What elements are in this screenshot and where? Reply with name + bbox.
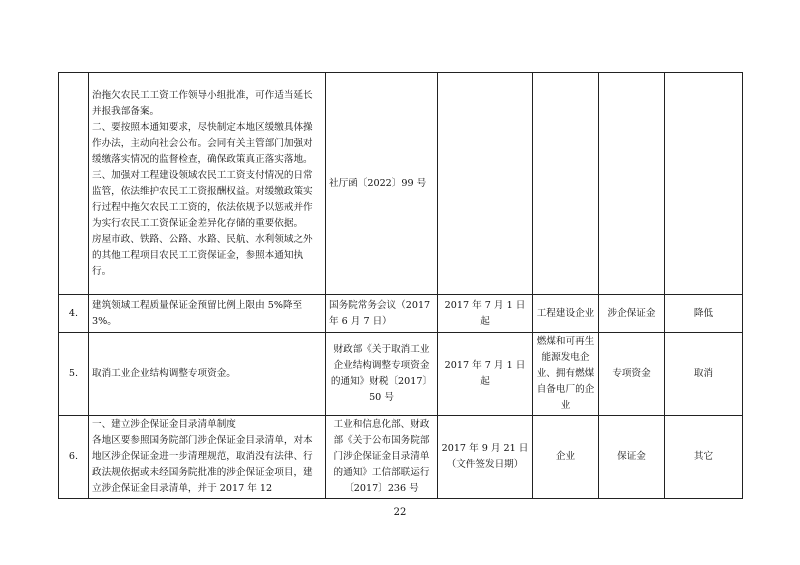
row-content bbox=[89, 416, 326, 499]
content-paragraph: 二、要按照本通知要求，尽快制定本地区缓缴具体操作办法，主动向社会公布。会同有关主管部门加强对缓缴落实情况的监督检查，确保政策真正落实落地。 bbox=[92, 121, 313, 165]
row-number: 5. bbox=[59, 333, 89, 416]
content-paragraph: 三、加强对工程建设领域农民工工资支付情况的日常监管，依法维护农民工工资报酬权益。对缓缴政策实行过程中拖欠农民工工资的，依法依规予以惩戒并作为实行农民工工资保证金差异化存储的重要依据。 bbox=[92, 169, 313, 229]
content-paragraph: 治拖欠农民工工资工作领导小组批准，可作适当延长并报我部备案。 bbox=[92, 89, 313, 117]
row-source: 社厅函〔2022〕99 号 bbox=[326, 73, 438, 295]
row-type: 降低 bbox=[665, 295, 743, 333]
row-number: 4. bbox=[59, 295, 89, 333]
row-category: 涉企保证金 bbox=[599, 295, 665, 333]
row-content bbox=[89, 295, 326, 333]
row-category bbox=[599, 73, 665, 295]
row-type: 其它 bbox=[665, 416, 743, 499]
policy-table bbox=[58, 72, 743, 499]
row-target bbox=[533, 73, 599, 295]
row-category: 保证金 bbox=[599, 416, 665, 499]
row-date: 2017 年 9 月 21 日（文件签发日期） bbox=[438, 416, 533, 499]
row-number: 6. bbox=[59, 416, 89, 499]
table-row bbox=[59, 416, 743, 499]
page-number: 22 bbox=[393, 507, 407, 518]
row-type: 取消 bbox=[665, 333, 743, 416]
row-date bbox=[438, 73, 533, 295]
table-row bbox=[59, 73, 743, 295]
row-source: 国务院常务会议（2017 年 6 月 7 日） bbox=[326, 295, 438, 333]
row-number bbox=[59, 73, 89, 295]
content-paragraph: 取消工业企业结构调整专项资金。 bbox=[92, 368, 236, 379]
row-content bbox=[89, 73, 326, 295]
row-content bbox=[89, 333, 326, 416]
content-paragraph: 一、建立涉企保证金目录清单制度 bbox=[92, 419, 236, 430]
content-paragraph: 各地区要参照国务院部门涉企保证金目录清单，对本地区涉企保证金进一步清理规范，取消没有法律、行政法规依据或未经国务院批准的涉企保证金项目，建立涉企保证金目录清单，并于 2017 年 12 bbox=[92, 435, 313, 494]
table-row bbox=[59, 333, 743, 416]
row-target: 工程建设企业 bbox=[533, 295, 599, 333]
row-type bbox=[665, 73, 743, 295]
table-row bbox=[59, 295, 743, 333]
row-source: 工业和信息化部、财政部《关于公布国务院部门涉企保证金目录清单的通知》工信部联运行〔2017〕236 号 bbox=[326, 416, 438, 499]
content-paragraph: 房屋市政、铁路、公路、水路、民航、水利领域之外的其他工程项目农民工工资保证金，参照本通知执行。 bbox=[92, 233, 313, 277]
row-target: 企业 bbox=[533, 416, 599, 499]
row-source: 财政部《关于取消工业企业结构调整专项资金的通知》财税〔2017〕50 号 bbox=[326, 333, 438, 416]
row-date: 2017 年 7 月 1 日起 bbox=[438, 333, 533, 416]
row-date: 2017 年 7 月 1 日起 bbox=[438, 295, 533, 333]
row-target: 燃煤和可再生能源发电企业、拥有燃煤自备电厂的企业 bbox=[533, 333, 599, 416]
row-category: 专项资金 bbox=[599, 333, 665, 416]
content-paragraph: 建筑领域工程质量保证金预留比例上限由 5%降至 3%。 bbox=[92, 299, 303, 327]
